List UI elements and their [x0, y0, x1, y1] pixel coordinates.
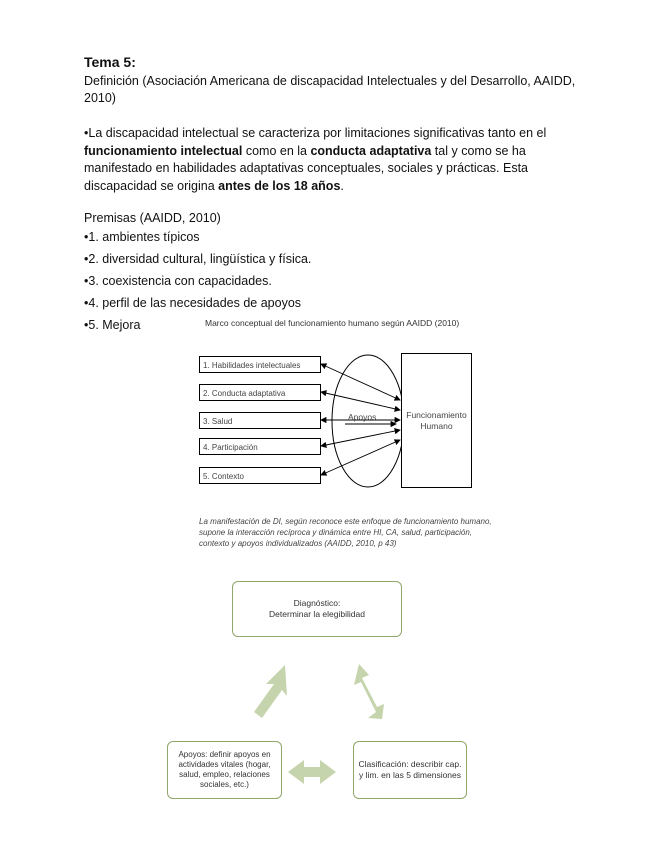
outcome-line: Humano: [420, 420, 453, 431]
cycle-arrow-bottom: [288, 760, 336, 784]
paragraph-text: •La discapacidad intelectual se caracteriza por limitaciones significativas tanto en el: [84, 126, 547, 140]
classification-box: Clasificación: describir cap. y lim. en las 5 dimensiones: [353, 741, 467, 799]
factor-box: 1. Habilidades intelectuales: [199, 356, 321, 373]
factor-box: 3. Salud: [199, 412, 321, 429]
diagnosis-line: Diagnóstico:: [293, 598, 341, 608]
paragraph-bold-term: antes de los 18 años: [218, 178, 341, 193]
paragraph-text: .: [340, 178, 344, 193]
cycle-arrow-left: [254, 665, 287, 718]
paragraph-bold-term: funcionamiento intelectual: [84, 143, 243, 158]
paragraph-bold-term: conducta adaptativa: [310, 143, 432, 158]
supports-label: Apoyos: [348, 412, 377, 422]
figure-title: Marco conceptual del funcionamiento humano según AAIDD (2010): [205, 318, 460, 328]
factor-box: 5. Contexto: [199, 467, 321, 484]
premises-title: Premisas (AAIDD, 2010): [84, 211, 221, 225]
figure-caption: La manifestación de DI, según reconoce este enfoque de funcionamiento humano, supone la interacción recíproca y dinámica entre HI, CA, salud, participación, contexto y apoyos individualizados (AAIDD, 2010, p 43): [199, 517, 492, 548]
premise-item: •2. diversidad cultural, lingüística y física.: [84, 252, 312, 266]
supports-box: Apoyos: definir apoyos en actividades vitales (hogar, salud, empleo, relaciones sociales, etc.): [167, 741, 282, 799]
factor-box: 2. Conducta adaptativa: [199, 384, 321, 401]
page-title: Tema 5:: [84, 54, 136, 70]
paragraph-text: tal y como se ha manifestado en habilidades adaptativas conceptuales, sociales y prácticas. Esta discapacidad se origina: [84, 143, 529, 193]
factor-box: 4. Participación: [199, 438, 321, 455]
premise-item: •5. Mejora: [84, 318, 141, 332]
premise-item: •4. perfil de las necesidades de apoyos: [84, 296, 302, 310]
outcome-line: Funcionamiento: [406, 409, 467, 420]
premise-item: •1. ambientes típicos: [84, 230, 200, 244]
diagnosis-line: Determinar la elegibilidad: [269, 609, 365, 619]
premise-item: •3. coexistencia con capacidades.: [84, 274, 272, 288]
definition-text: Definición (Asociación Americana de discapacidad Intelectuales y del Desarrollo, AAIDD, 2010): [84, 74, 576, 105]
paragraph-text: como en la: [242, 143, 311, 158]
cycle-arrow-right: [354, 664, 384, 719]
diagnosis-box: [232, 581, 402, 637]
